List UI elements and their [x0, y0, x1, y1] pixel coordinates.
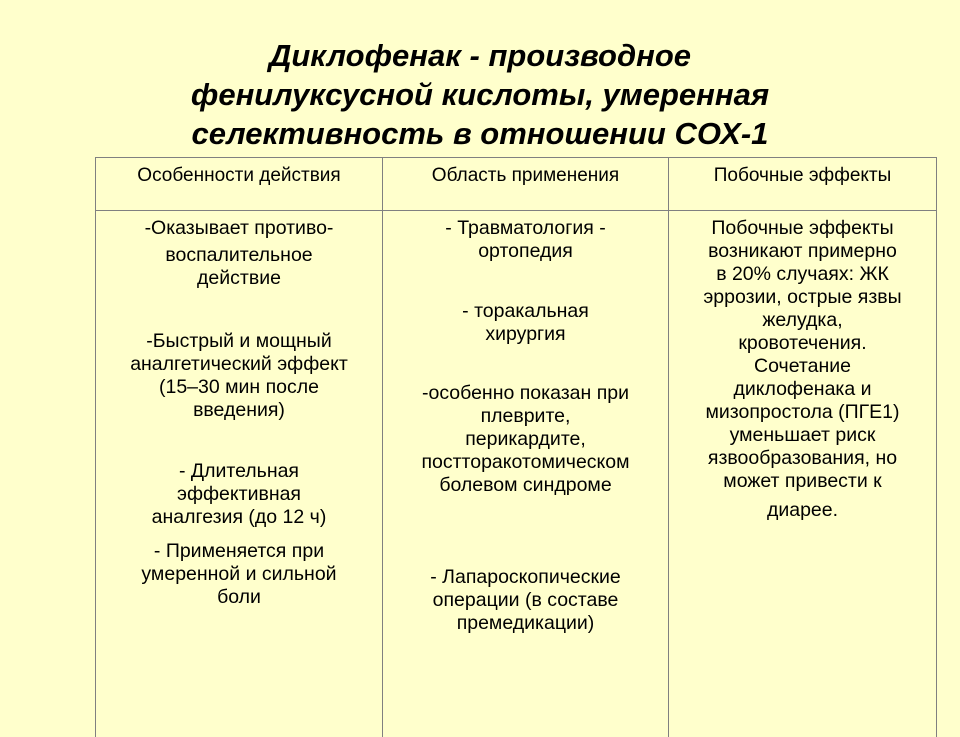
text-line: - Лапароскопические [430, 566, 621, 588]
features-cell [96, 210, 382, 737]
text-line: плеврите, [480, 405, 571, 427]
text-line: ортопедия [478, 240, 573, 262]
title-line: фенилуксусной кислоты, умеренная [190, 77, 770, 112]
text-line: в 20% случаях: ЖК [716, 263, 889, 285]
text-line: - Травматология - [445, 217, 606, 239]
text-line: возникают примерно [708, 240, 897, 262]
features-block-pain-use [96, 540, 382, 609]
table-right-border [936, 157, 937, 737]
text-line: -особенно показан при [421, 382, 629, 404]
application-block-laparoscopic [383, 566, 668, 635]
application-block-pleuritis [383, 382, 668, 497]
header-side-effects: Побочные эффекты [713, 165, 892, 186]
text-line: диклофенака и [733, 378, 872, 400]
text-line: -Оказывает противо- [144, 217, 334, 239]
text-line: премедикации) [456, 612, 595, 634]
side-effects-block [669, 217, 936, 522]
text-line: перикардите, [465, 428, 586, 450]
features-block-antiinflammatory [96, 217, 382, 290]
text-line: боли [217, 586, 261, 608]
text-line: может привести к [723, 470, 882, 492]
application-block-traumatology [383, 217, 668, 263]
text-line: уменьшает риск [729, 424, 876, 446]
text-line: (15–30 мин после [159, 376, 319, 398]
text-line: операции (в составе [432, 589, 619, 611]
features-block-analgesic [96, 330, 382, 422]
text-line: Сочетание [754, 355, 851, 377]
title-line: Диклофенак - производное [268, 38, 692, 73]
text-line: - Длительная [178, 460, 299, 482]
text-line: хирургия [485, 323, 566, 345]
text-line: диарее. [766, 499, 839, 521]
application-block-thoracic [383, 300, 668, 346]
text-line: постторакотомическом [421, 451, 630, 473]
text-line: Побочные эффекты [711, 217, 894, 239]
text-line: кровотечения. [738, 332, 867, 354]
text-line: эффективная [177, 483, 301, 505]
text-line: эррозии, острые язвы [703, 286, 902, 308]
features-block-long-analgesia [96, 460, 382, 529]
text-line: желудка, [762, 309, 843, 331]
side-effects-cell [669, 210, 936, 737]
header-application: Область применения [431, 165, 620, 186]
text-line: мизопростола (ПГЕ1) [705, 401, 900, 423]
drug-info-table [95, 157, 937, 737]
text-line: язвообразования, но [707, 447, 898, 469]
text-line: действие [197, 267, 281, 289]
text-line: умеренной и сильной [141, 563, 337, 585]
text-line: - торакальная [462, 300, 589, 322]
text-line: аналгезия (до 12 ч) [151, 506, 327, 528]
slide-title [0, 36, 960, 153]
application-cell [383, 210, 668, 737]
text-line: - Применяется при [153, 540, 325, 562]
text-line: воспалительное [165, 244, 313, 266]
header-features: Особенности действия [137, 165, 341, 186]
text-line: аналгетический эффект [130, 353, 348, 375]
text-line: болевом синдроме [439, 474, 612, 496]
text-line: -Быстрый и мощный [146, 330, 332, 352]
text-line: введения) [193, 399, 285, 421]
title-line: селективность в отношении СОХ-1 [191, 116, 769, 151]
